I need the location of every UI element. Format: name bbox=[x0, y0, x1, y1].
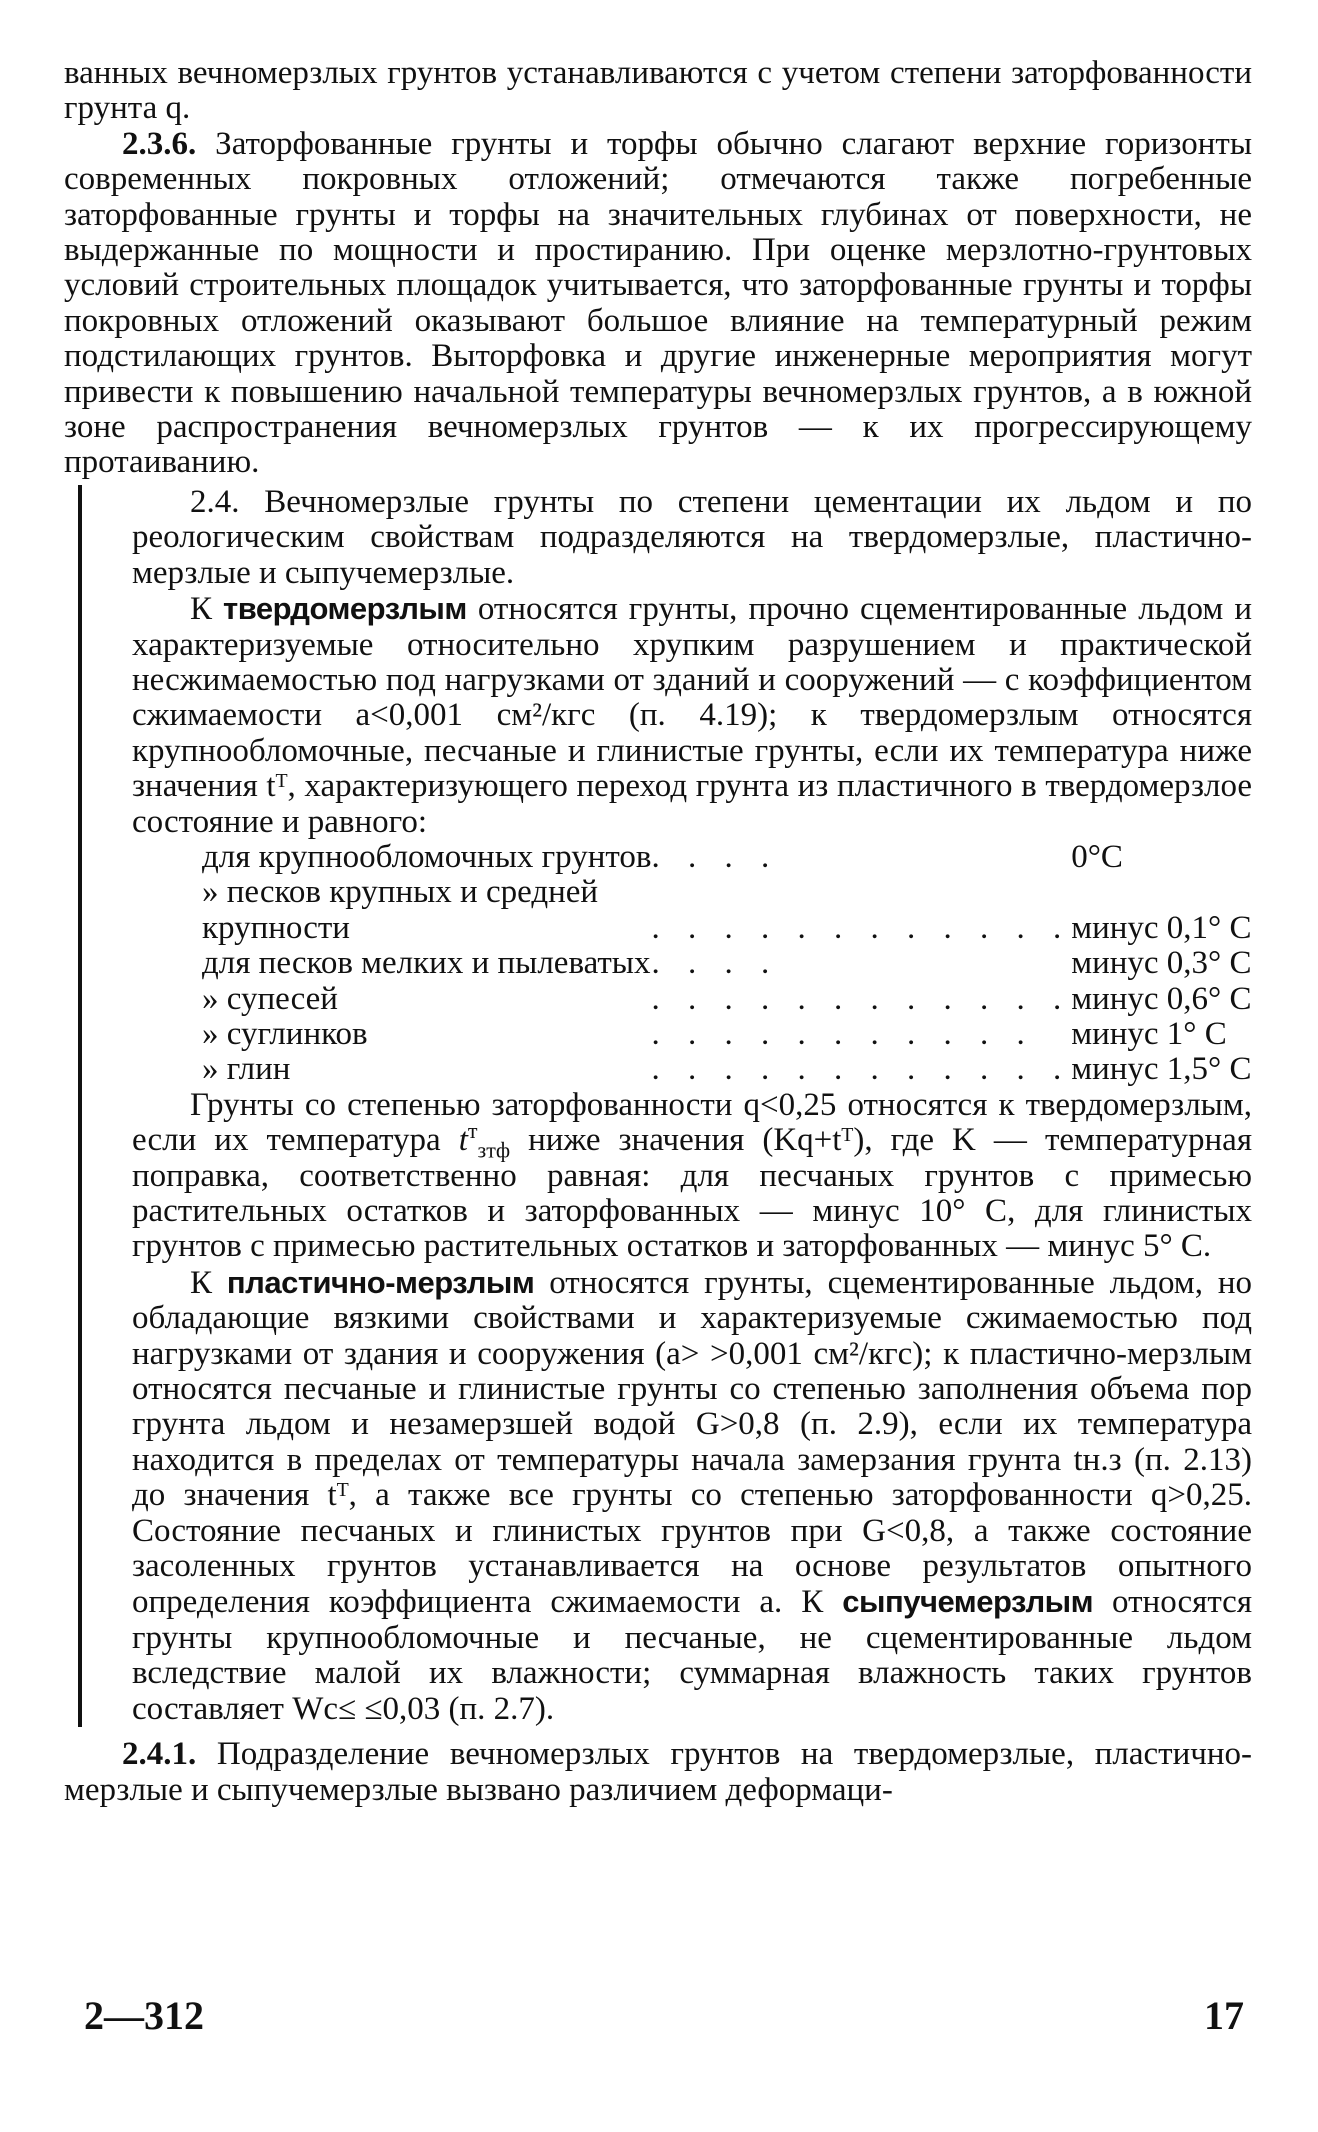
revision-bar bbox=[78, 485, 82, 1727]
row-label: для песков мелких и пылеватых bbox=[202, 945, 651, 982]
term-plastic-frozen: пластично-мерзлым bbox=[226, 1264, 535, 1300]
row-dots: . . . . . . . . . . . . bbox=[651, 909, 1072, 946]
row-dots: . . . . . . . . . . . bbox=[651, 1015, 1035, 1052]
page-footer bbox=[84, 1992, 1244, 2039]
paragraph-peat-content bbox=[132, 1088, 1252, 1265]
row-value: минус 0,1° С bbox=[1071, 909, 1252, 946]
table-row bbox=[202, 1017, 1252, 1052]
symbol-sub: зтф bbox=[477, 1137, 511, 1163]
signature-mark: 2—312 bbox=[84, 1993, 204, 2038]
section-2-4-block bbox=[64, 485, 1252, 1727]
table-row bbox=[202, 840, 1252, 875]
table-row bbox=[202, 911, 1252, 946]
paragraph-2-4-1 bbox=[64, 1737, 1252, 1808]
table-row bbox=[202, 946, 1252, 981]
row-label: » глин bbox=[202, 1051, 291, 1088]
text-fragment: К bbox=[190, 1264, 227, 1301]
text-fragment: ниже значения (Kq+tᵀ), где K — температурная поправка, соответственно равная: для песчаных грунтов с примесью растительных остатков и заторфованных — минус 10° С, для глинистых грунтов с примесью растительных остатков и заторфованных — минус 5° С. bbox=[132, 1122, 1252, 1265]
paragraph-2-4: 2.4. Вечномерзлые грунты по степени цементации их льдом и по реологическим свойствам подразделяются на твердомерзлые, пластично-мерзлые и сыпучемерзлые. bbox=[132, 483, 1252, 591]
page-number: 17 bbox=[1204, 1993, 1244, 2038]
symbol-sup: т bbox=[467, 1118, 478, 1144]
row-dots bbox=[651, 875, 1071, 910]
row-dots: . . . . . . . . . . . . bbox=[651, 980, 1072, 1017]
paragraph-plastic-frozen bbox=[132, 1265, 1252, 1727]
text-fragment: относятся грунты крупнообломочные и песчаные, не сцементированные льдом вследствие малой их влажности; суммарная влажность таких грунтов составляет Wc≤ ≤0,03 (п. 2.7). bbox=[132, 1584, 1252, 1727]
temperature-table bbox=[202, 840, 1252, 1088]
text-fragment: К bbox=[190, 591, 224, 628]
section-number: 2.4.1. bbox=[122, 1736, 197, 1773]
term-loose-frozen: сыпучемерзлым bbox=[842, 1584, 1094, 1620]
row-label: » суглинков bbox=[202, 1015, 368, 1052]
paragraph-text: Заторфованные грунты и торфы обычно слагают верхние горизонты современных покровных отложений; отмечаются также погребенные заторфованные грунты и торфы на значительных глубинах от поверхности, не выдержанные по мощности и простиранию. При оценке мерзлотно-грунтовых условий строительных площадок учитывается, что заторфованные грунты и торфы покровных отложений оказывают большое влияние на температурный режим подстилающих грунтов. Выторфовка и другие инженерные мероприятия могут привести к повышению начальной температуры вечномерзлых грунтов, а в южной зоне распространения вечномерзлых грунтов — к их прогрессирующему протаиванию. bbox=[64, 125, 1252, 481]
row-dots: . . . . . . . . . . . . bbox=[651, 1051, 1072, 1088]
paragraph-2-3-6 bbox=[64, 127, 1252, 481]
row-value: минус 0,6° С bbox=[1071, 980, 1252, 1017]
table-row bbox=[202, 875, 1252, 910]
term-hard-frozen: твердомерзлым bbox=[223, 591, 467, 627]
paragraph-continuation: ванных вечномерзлых грунтов устанавливаются с учетом степени заторфованности грунта q. bbox=[64, 55, 1252, 127]
section-number: 2.3.6. bbox=[122, 125, 197, 162]
row-label: для крупнообломочных грунтов bbox=[202, 838, 652, 875]
row-label: » песков крупных и средней bbox=[202, 874, 599, 911]
row-dots: . . . . bbox=[651, 945, 780, 982]
row-value: минус 0,3° С bbox=[1071, 945, 1252, 982]
paragraph-hard-frozen bbox=[132, 591, 1252, 840]
row-label: » супесей bbox=[202, 980, 338, 1017]
row-value: 0°С bbox=[1071, 838, 1123, 875]
paragraph-text: Подразделение вечномерзлых грунтов на твердомерзлые, пластично-мерзлые и сыпучемерзлые вызвано различием деформаци- bbox=[64, 1736, 1252, 1808]
row-value bbox=[1071, 875, 1251, 910]
text-fragment: Грунты со степенью заторфованности q<0,25 относятся к твердомерзлым, если их температура bbox=[132, 1086, 1252, 1159]
row-label: крупности bbox=[202, 909, 350, 946]
text-fragment: относятся грунты, сцементированные льдом, но обладающие вязкими свойствами и характеризуемые сжимаемостью под нагрузками от здания и сооружения (a> >0,001 см²/кгс); к пластично-мерзлым относятся песчаные и глинистые грунты со степенью заполнения объема пор грунта льдом и незамерзшей водой G>0,8 (п. 2.9), если их температура находится в пределах от температуры начала замерзания грунта tн.з (п. 2.13) до значения tᵀ, а также все грунты со степенью заторфованности q>0,25. Состояние песчаных и глинистых грунтов при G<0,8, а также состояние засоленных грунтов устанавливается на основе результатов опытного определения коэффициента сжимаемости a. К bbox=[132, 1264, 1253, 1621]
text-fragment: относятся грунты, прочно сцементированные льдом и характеризуемые относительно хрупким разрушением и практической несжимаемостью под нагрузками от зданий и сооружений — с коэффициентом сжимаемости a<0,001 см²/кгс (п. 4.19); к твердомерзлым относятся крупнообломочные, песчаные и глинистые грунты, если их температура ниже значения tᵀ, характеризующего переход грунта из пластичного в твердомерзлое состояние и равного: bbox=[132, 591, 1252, 840]
row-dots: . . . . bbox=[651, 838, 780, 875]
row-value: минус 1° С bbox=[1071, 1015, 1227, 1052]
symbol-t: t bbox=[458, 1122, 468, 1159]
row-value: минус 1,5° С bbox=[1071, 1051, 1252, 1088]
page-text bbox=[64, 56, 1252, 1808]
table-row bbox=[202, 1052, 1252, 1087]
table-row bbox=[202, 982, 1252, 1017]
